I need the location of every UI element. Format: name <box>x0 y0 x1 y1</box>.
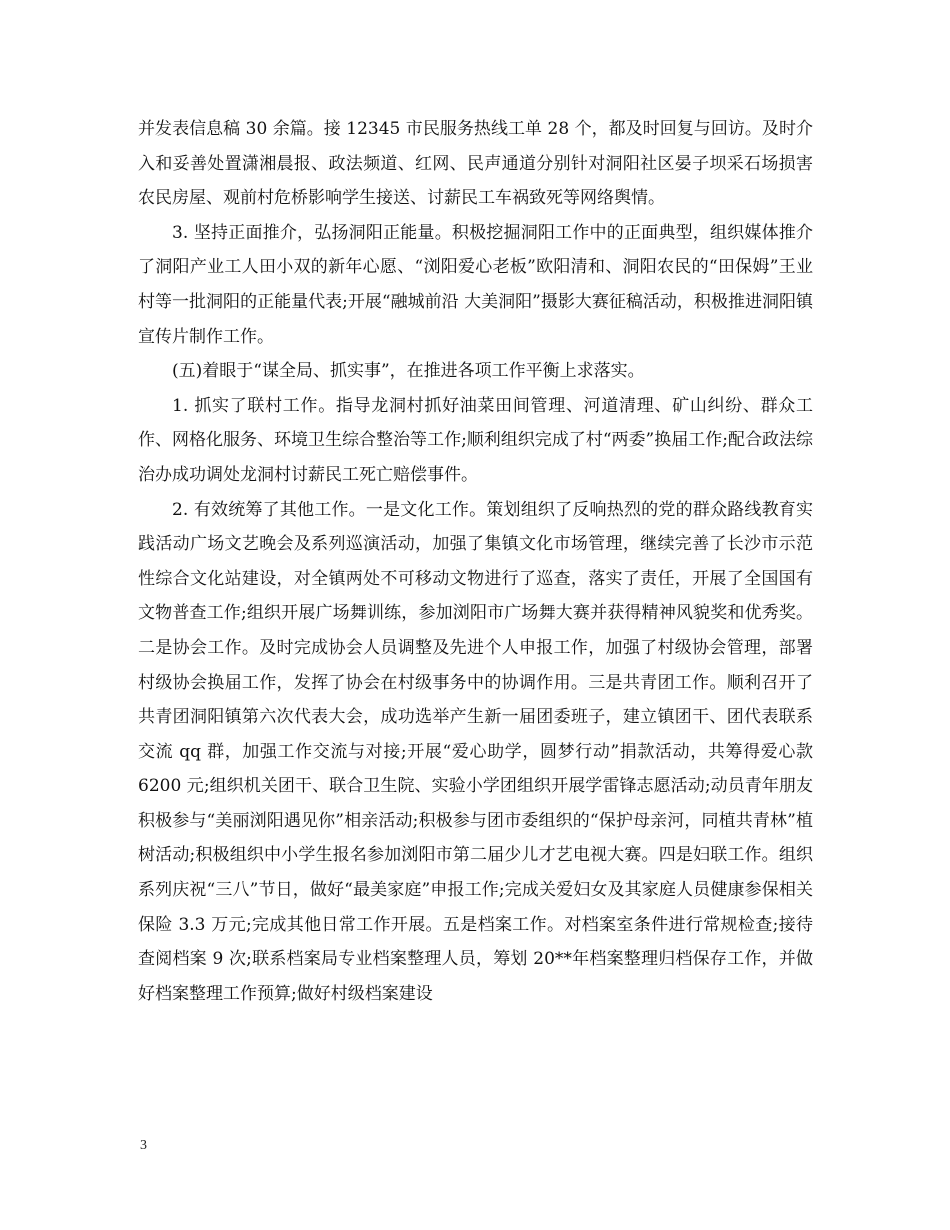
paragraph-3: (五)着眼于“谋全局、抓实事”，在推进各项工作平衡上求落实。 <box>172 361 645 382</box>
paragraph-1: 并发表信息稿 30 余篇。接 12345 市民服务热线工单 28 个，都及时回复与回访。及时介入和妥善处置潇湘晨报、政法频道、红网、民声通道分别针对洞阳社区晏子坝采石场损害农民房屋、观前村危桥影响学生接送、讨薪民工车祸致死等网络舆情。 <box>138 119 813 209</box>
paragraph-4: 1. 抓实了联村工作。指导龙洞村抓好油菜田间管理、河道清理、矿山纠纷、群众工作、网格化服务、环境卫生综合整治等工作;顺利组织完成了村“两委”换届工作;配合政法综治办成功调处龙洞村讨薪民工死亡赔偿事件。 <box>138 395 813 485</box>
page-number: 3 <box>140 1138 147 1153</box>
paragraph-5: 2. 有效统筹了其他工作。一是文化工作。策划组织了反响热烈的党的群众路线教育实践活动广场文艺晚会及系列巡演活动，加强了集镇文化市场管理，继续完善了长沙市示范性综合文化站建设，对全镇两处不可移动文物进行了巡查，落实了责任，开展了全国国有文物普查工作;组织开展广场舞训练，参加浏阳市广场舞大赛并获得精神风貌奖和优秀奖。二是协会工作。及时完成协会人员调整及先进个人申报工作，加强了村级协会管理，部署村级协会换届工作，发挥了协会在村级事务中的协调作用。三是共青团工作。顺利召开了共青团洞阳镇第六次代表大会，成功选举产生新一届团委班子，建立镇团干、团代表联系交流 qq 群，加强工作交流与对接;开展“爱心助学，圆梦行动”捐款活动，共筹得爱心款 6200 元;组织机关团干、联合卫生院、实验小学团组织开展学雷锋志愿活动;动员青年朋友积极参与“美丽浏阳遇见你”相亲活动;积极参与团市委组织的“保护母亲河，同植共青林”植树活动;积极组织中小学生报名参加浏阳市第二届少儿才艺电视大赛。四是妇联工作。组织系列庆祝“三八”节日，做好“最美家庭”申报工作;完成关爱妇女及其家庭人员健康参保相关保险 3.3 万元;完成其他日常工作开展。五是档案工作。对档案室条件进行常规检查;接待查阅档案 9 次;联系档案局专业档案整理人员，筹划 20**年档案整理归档保存工作，并做好档案整理工作预算;做好村级档案建设 <box>138 499 813 1004</box>
document-body <box>138 112 813 1011</box>
paragraph-2: 3. 坚持正面推介，弘扬洞阳正能量。积极挖掘洞阳工作中的正面典型，组织媒体推介了洞阳产业工人田小双的新年心愿、“浏阳爱心老板”欧阳清和、洞阳农民的“田保姆”王业村等一批洞阳的正能量代表;开展“融城前沿 大美洞阳”摄影大赛征稿活动，积极推进洞阳镇宣传片制作工作。 <box>138 222 813 347</box>
